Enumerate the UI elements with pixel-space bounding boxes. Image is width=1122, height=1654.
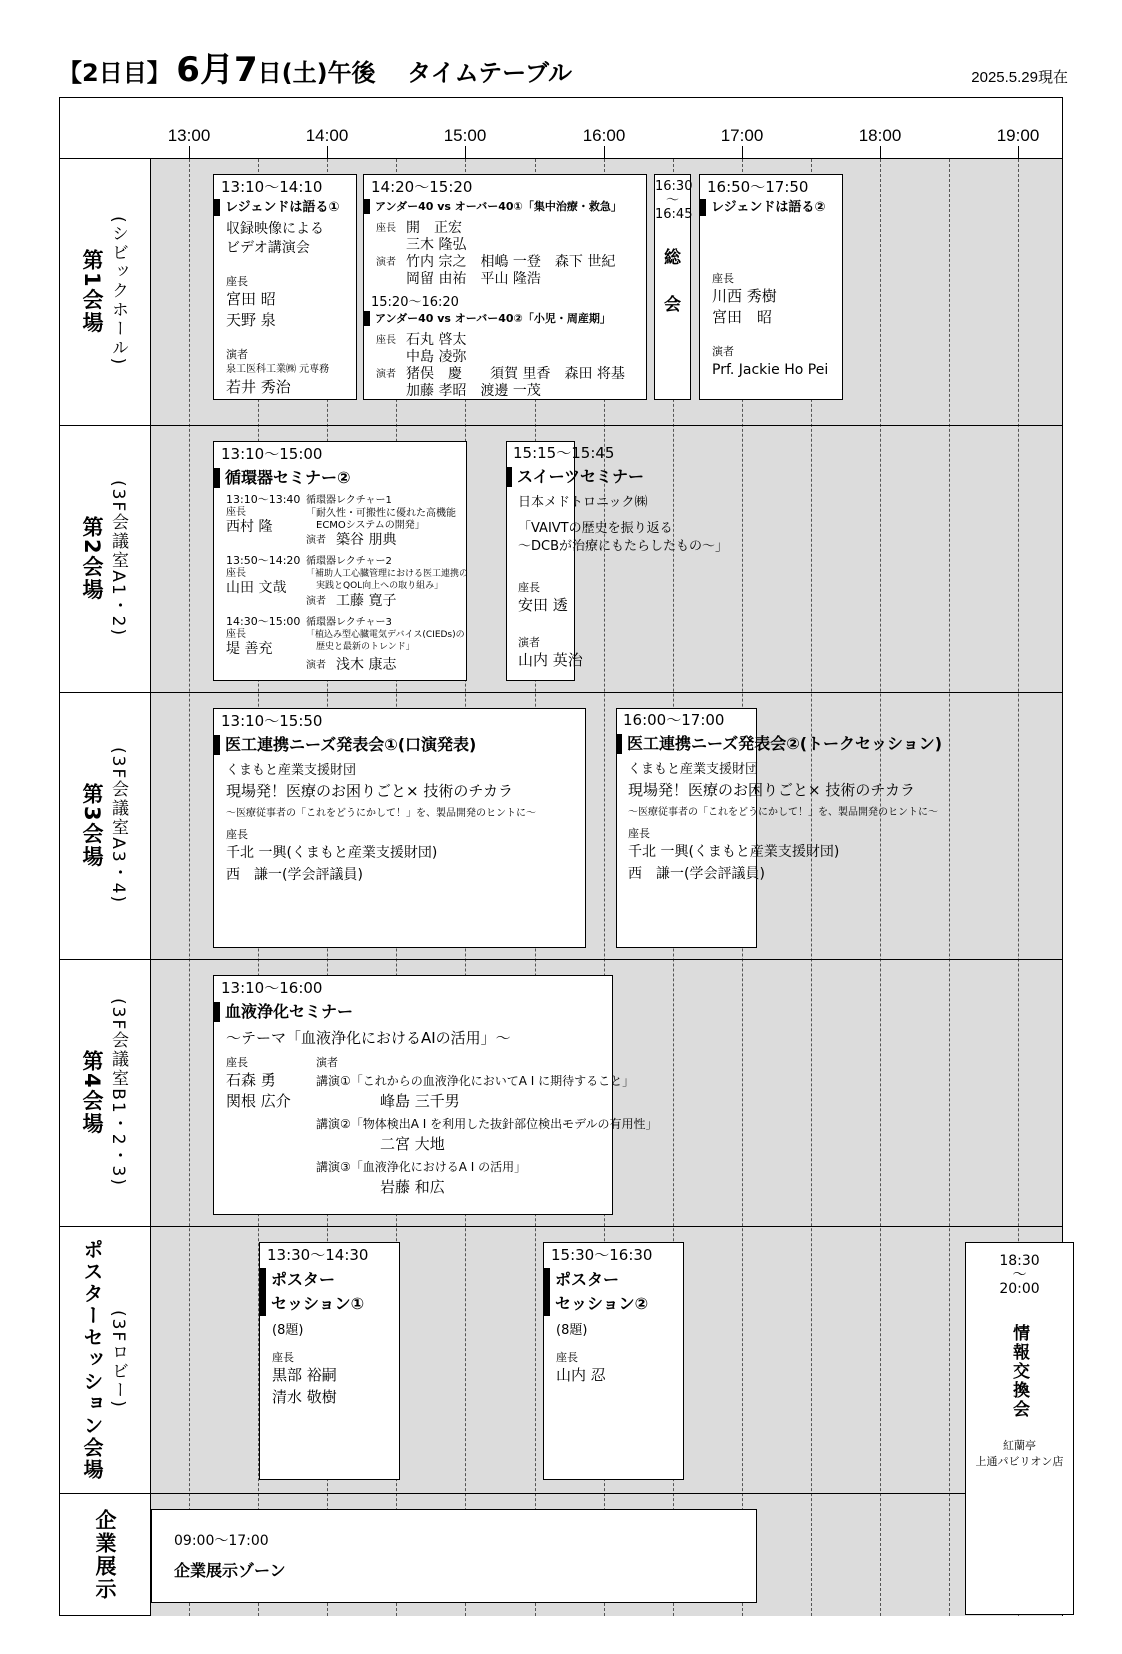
tick [880, 146, 881, 158]
poster-count: (8題) [272, 1323, 304, 1338]
session-time: 15:20〜16:20 [371, 295, 459, 310]
session-title: 情報交換会 [1009, 1323, 1029, 1419]
venue-column [60, 158, 151, 1616]
speaker-name: 工藤 寛子 [336, 593, 397, 609]
speaker-names: 加藤 孝昭 渡邊 一茂 [406, 383, 541, 399]
session-time: 14:20〜15:20 [371, 178, 473, 196]
session-desc: 現場発！医療のお困りごと× 技術のチカラ [628, 781, 916, 799]
session-sweets-seminar [506, 441, 729, 681]
session-cardio-seminar [213, 441, 467, 681]
time-header [60, 98, 1062, 159]
speaker-name: 浅木 康志 [336, 657, 397, 673]
session-desc: ビデオ講演会 [226, 240, 310, 256]
session-title: 循環器セミナー② [214, 468, 351, 488]
chair-name: 千北 一興(くまもと産業支援財団) [226, 845, 438, 861]
session-time: 13:10〜15:00 [221, 445, 323, 463]
chair-name: 清水 敬樹 [272, 1388, 337, 1406]
speaker-name: 築谷 朋典 [336, 532, 397, 548]
date-rest: 日(土)午後 [257, 59, 376, 87]
session-title: 医工連携ニーズ発表会②(トークセッション) [616, 734, 942, 754]
session-desc: 現場発！医療のお困りごと× 技術のチカラ [226, 782, 514, 800]
speaker-name: 山内 英治 [518, 651, 583, 669]
session-time: 〜 [1012, 1267, 1027, 1283]
session-time: 〜 [665, 193, 679, 208]
speaker-names: 岡留 由祐 平山 隆浩 [406, 271, 541, 287]
session-legend-2 [699, 174, 843, 400]
chair-label: 座長 [226, 828, 248, 841]
speaker-label: 演者 [226, 348, 248, 361]
chair-label: 座長 [226, 1056, 248, 1069]
session-time: 13:30〜14:30 [267, 1246, 369, 1264]
venue-name: 第1会場 [80, 248, 104, 335]
lecture-title: 「植込み型心臓電気デバイス(CIEDs)の [306, 630, 465, 640]
chair-name: 安田 透 [518, 596, 568, 614]
time-label: 13:00 [167, 126, 211, 145]
venue-name: 紅蘭亭 [1003, 1439, 1036, 1452]
row-divider [60, 692, 151, 693]
speaker-label: 演者 [712, 345, 734, 358]
chair-label: 座長 [628, 827, 650, 840]
lecture-time: 14:30〜15:00 [226, 615, 301, 628]
venue-label [60, 1493, 150, 1616]
schedule-grid [151, 159, 1062, 1616]
lecture-title: 「耐久性・可搬性に優れた高機能 [306, 508, 456, 519]
chair-name: 黒部 裕嗣 [272, 1366, 337, 1384]
chair-name: 堤 善充 [226, 641, 273, 657]
day-label: 【2日目】 [58, 59, 171, 87]
speaker-names: 竹内 宗之 相嶋 一登 森下 世紀 [406, 254, 616, 270]
row-divider [60, 959, 151, 960]
lecture-title: 実践とQOL向上への取り組み」 [316, 581, 444, 591]
lecture-title: 歴史と最新のトレンド」 [316, 642, 415, 652]
gridline [880, 159, 881, 1616]
venue-label [60, 425, 150, 692]
poster-session-2 [543, 1242, 684, 1480]
chair-name: 西 謙一(学会評議員) [628, 866, 765, 882]
session-time: 16:50〜17:50 [707, 178, 809, 196]
row-divider [151, 959, 1062, 960]
lecture-name: 循環器レクチャー3 [306, 617, 392, 628]
lecture-time: 13:50〜14:20 [226, 554, 301, 567]
chair-name: 千北 一興(くまもと産業支援財団) [628, 844, 840, 860]
speaker-name: 峰島 三千男 [380, 1092, 460, 1110]
speaker-affiliation: 泉工医科工業㈱ 元専務 [226, 364, 330, 375]
lecture-title: 講演①「これからの血液浄化においてA I に期待すること」 [316, 1074, 635, 1088]
gridline [949, 159, 950, 1616]
session-title: セッション② [544, 1292, 648, 1316]
speaker-label: 演者 [376, 257, 396, 268]
as-of-date: 2025.5.29現在 [971, 69, 1068, 86]
session-title: セッション① [260, 1292, 364, 1316]
venue-sub: (3F会議室A1・2) [108, 479, 128, 638]
chair-name: 山田 文哉 [226, 580, 287, 596]
organizer: くまもと産業支援財団 [226, 763, 357, 778]
session-time: 15:15〜15:45 [513, 444, 615, 462]
time-label: 19:00 [996, 126, 1040, 145]
session-title: 血液浄化セミナー [214, 1002, 353, 1022]
venue-label [60, 692, 150, 959]
venue-name: 企業展示 [93, 1508, 117, 1601]
session-desc: 収録映像による [226, 221, 324, 237]
speaker-label: 演者 [376, 369, 396, 380]
chair-name: 関根 広介 [226, 1092, 291, 1110]
chair-name: 宮田 昭 [712, 308, 773, 326]
venue-name: ポスターセッション会場 [80, 1238, 104, 1481]
timetable [59, 97, 1063, 1616]
chair-label: 座長 [226, 568, 246, 579]
venue-sub: (3Fロビー) [108, 1310, 128, 1409]
chair-label: 座長 [226, 275, 248, 288]
chair-name: 中島 凌弥 [406, 349, 467, 365]
sponsor: 日本メドトロニック㈱ [518, 495, 648, 510]
row-divider [60, 425, 151, 426]
organizer: くまもと産業支援財団 [628, 762, 759, 777]
tick [465, 146, 466, 158]
session-time: 16:30 [655, 179, 693, 194]
chair-label: 座長 [376, 335, 396, 346]
session-time: 13:10〜14:10 [221, 178, 323, 196]
networking-event [965, 1242, 1074, 1615]
chair-label: 座長 [226, 629, 246, 640]
session-time: 15:30〜16:30 [551, 1246, 653, 1264]
exhibition-zone [151, 1509, 757, 1603]
speaker-label: 演者 [306, 596, 326, 607]
tick [604, 146, 605, 158]
title-text: タイムテーブル [407, 59, 573, 87]
session-needs-1 [213, 708, 586, 948]
chair-name: 宮田 昭 [226, 290, 276, 308]
lecture-title: 講演③「血液浄化におけるA I の活用」 [316, 1160, 527, 1174]
row-divider [151, 1493, 965, 1494]
venue-label [60, 959, 150, 1226]
chair-label: 座長 [712, 272, 734, 285]
session-under40 [363, 174, 647, 400]
session-title: 企業展示ゾーン [174, 1561, 286, 1580]
chair-name: 三木 隆弘 [406, 237, 467, 253]
speaker-names: 猪俣 慶 須賀 里香 森田 将基 [406, 366, 625, 382]
speaker-name: Prf. Jackie Ho Pei [712, 362, 829, 378]
speaker-name: 二宮 大地 [380, 1135, 445, 1153]
session-desc: 「VAIVTの歴史を振り返る [518, 521, 673, 536]
session-title: アンダー40 vs オーバー40①「集中治療・救急」 [364, 199, 622, 214]
date-month: 6月 [176, 50, 234, 90]
time-label: 17:00 [720, 126, 764, 145]
chair-label: 座長 [226, 507, 246, 518]
row-divider [151, 425, 1062, 426]
chair-label: 座長 [518, 581, 540, 594]
chair-label: 座長 [556, 1351, 578, 1364]
gridline [189, 159, 190, 1616]
tick [742, 146, 743, 158]
session-desc: 〜医療従事者の「これをどうにかして！」を、製品開発のヒントに〜 [628, 807, 938, 818]
time-label: 14:00 [305, 126, 349, 145]
row-divider [151, 1226, 1062, 1227]
venue-name: 第2会場 [80, 515, 104, 602]
time-label: 18:00 [858, 126, 902, 145]
chair-name: 西 謙一(学会評議員) [226, 867, 363, 883]
chair-name: 石森 勇 [226, 1071, 276, 1089]
venue-name: 第3会場 [80, 782, 104, 869]
venue-sub: (シビックホール) [108, 216, 128, 367]
chair-name: 山内 忍 [556, 1366, 606, 1384]
tick [1018, 146, 1019, 158]
session-title: スイーツセミナー [506, 467, 644, 487]
session-title: レジェンドは語る① [214, 199, 339, 216]
tick [327, 146, 328, 158]
chair-label: 座長 [272, 1351, 294, 1364]
row-divider [60, 1226, 151, 1227]
poster-session-1 [259, 1242, 400, 1480]
venue-sub: (3F会議室B1・2・3) [108, 998, 128, 1187]
session-desc: 〜医療従事者の「これをどうにかして！」を、製品開発のヒントに〜 [226, 808, 536, 819]
chair-name: 天野 泉 [226, 311, 276, 329]
session-time: 16:45 [655, 207, 693, 222]
session-title: 医工連携ニーズ発表会①(口演発表) [214, 735, 476, 755]
lecture-title: ECMOシステムの開発」 [316, 520, 425, 531]
date-day: 7 [233, 50, 258, 90]
lecture-name: 循環器レクチャー1 [306, 495, 392, 506]
lecture-name: 循環器レクチャー2 [306, 556, 392, 567]
session-time: 13:10〜16:00 [221, 979, 323, 997]
session-time: 13:10〜15:50 [221, 712, 323, 730]
page-title [58, 50, 572, 96]
session-desc: 〜DCBが治療にもたらしたもの〜」 [518, 539, 729, 554]
session-time: 18:30 [999, 1253, 1040, 1269]
lecture-title: 「補助人工心臓管理における医工連携の [306, 569, 469, 579]
lecture-time: 13:10〜13:40 [226, 493, 301, 506]
session-title: 会 [664, 295, 681, 315]
chair-name: 西村 隆 [226, 519, 273, 535]
venue-name: 第4会場 [80, 1049, 104, 1136]
speaker-label: 演者 [316, 1056, 338, 1069]
session-time: 16:00〜17:00 [623, 711, 725, 729]
session-needs-2 [616, 708, 943, 948]
speaker-name: 若井 秀治 [226, 378, 291, 396]
row-divider [60, 1493, 151, 1494]
time-label: 16:00 [582, 126, 626, 145]
chair-name: 石丸 啓太 [406, 332, 467, 348]
speaker-label: 演者 [306, 535, 326, 546]
speaker-label: 演者 [306, 660, 326, 671]
poster-count: (8題) [556, 1323, 588, 1338]
session-general-meeting [654, 174, 691, 400]
chair-name: 川西 秀樹 [712, 287, 777, 305]
session-title: ポスター [544, 1268, 619, 1292]
chair-label: 座長 [376, 223, 396, 234]
session-legend-1 [213, 174, 357, 400]
session-title: レジェンドは語る② [700, 199, 825, 216]
session-time: 09:00〜17:00 [174, 1533, 269, 1549]
venue-label [60, 158, 150, 425]
session-theme: 〜テーマ「血液浄化におけるAIの活用」〜 [226, 1029, 511, 1047]
session-title: 総 [664, 248, 681, 268]
tick [189, 146, 190, 158]
time-label: 15:00 [443, 126, 487, 145]
session-title: アンダー40 vs オーバー40②「小児・周産期」 [364, 311, 611, 326]
venue-name: 上通パビリオン店 [975, 1455, 1064, 1468]
speaker-label: 演者 [518, 636, 540, 649]
venue-sub: (3F会議室A3・4) [108, 746, 128, 905]
session-blood-purification [213, 975, 658, 1215]
venue-label [60, 1226, 150, 1493]
lecture-title: 講演②「物体検出A I を利用した抜針部位検出モデルの有用性」 [316, 1117, 658, 1131]
chair-name: 開 正宏 [406, 220, 462, 236]
session-time: 20:00 [999, 1281, 1040, 1297]
session-title: ポスター [260, 1268, 335, 1292]
row-divider [151, 692, 1062, 693]
speaker-name: 岩藤 和広 [380, 1178, 445, 1196]
